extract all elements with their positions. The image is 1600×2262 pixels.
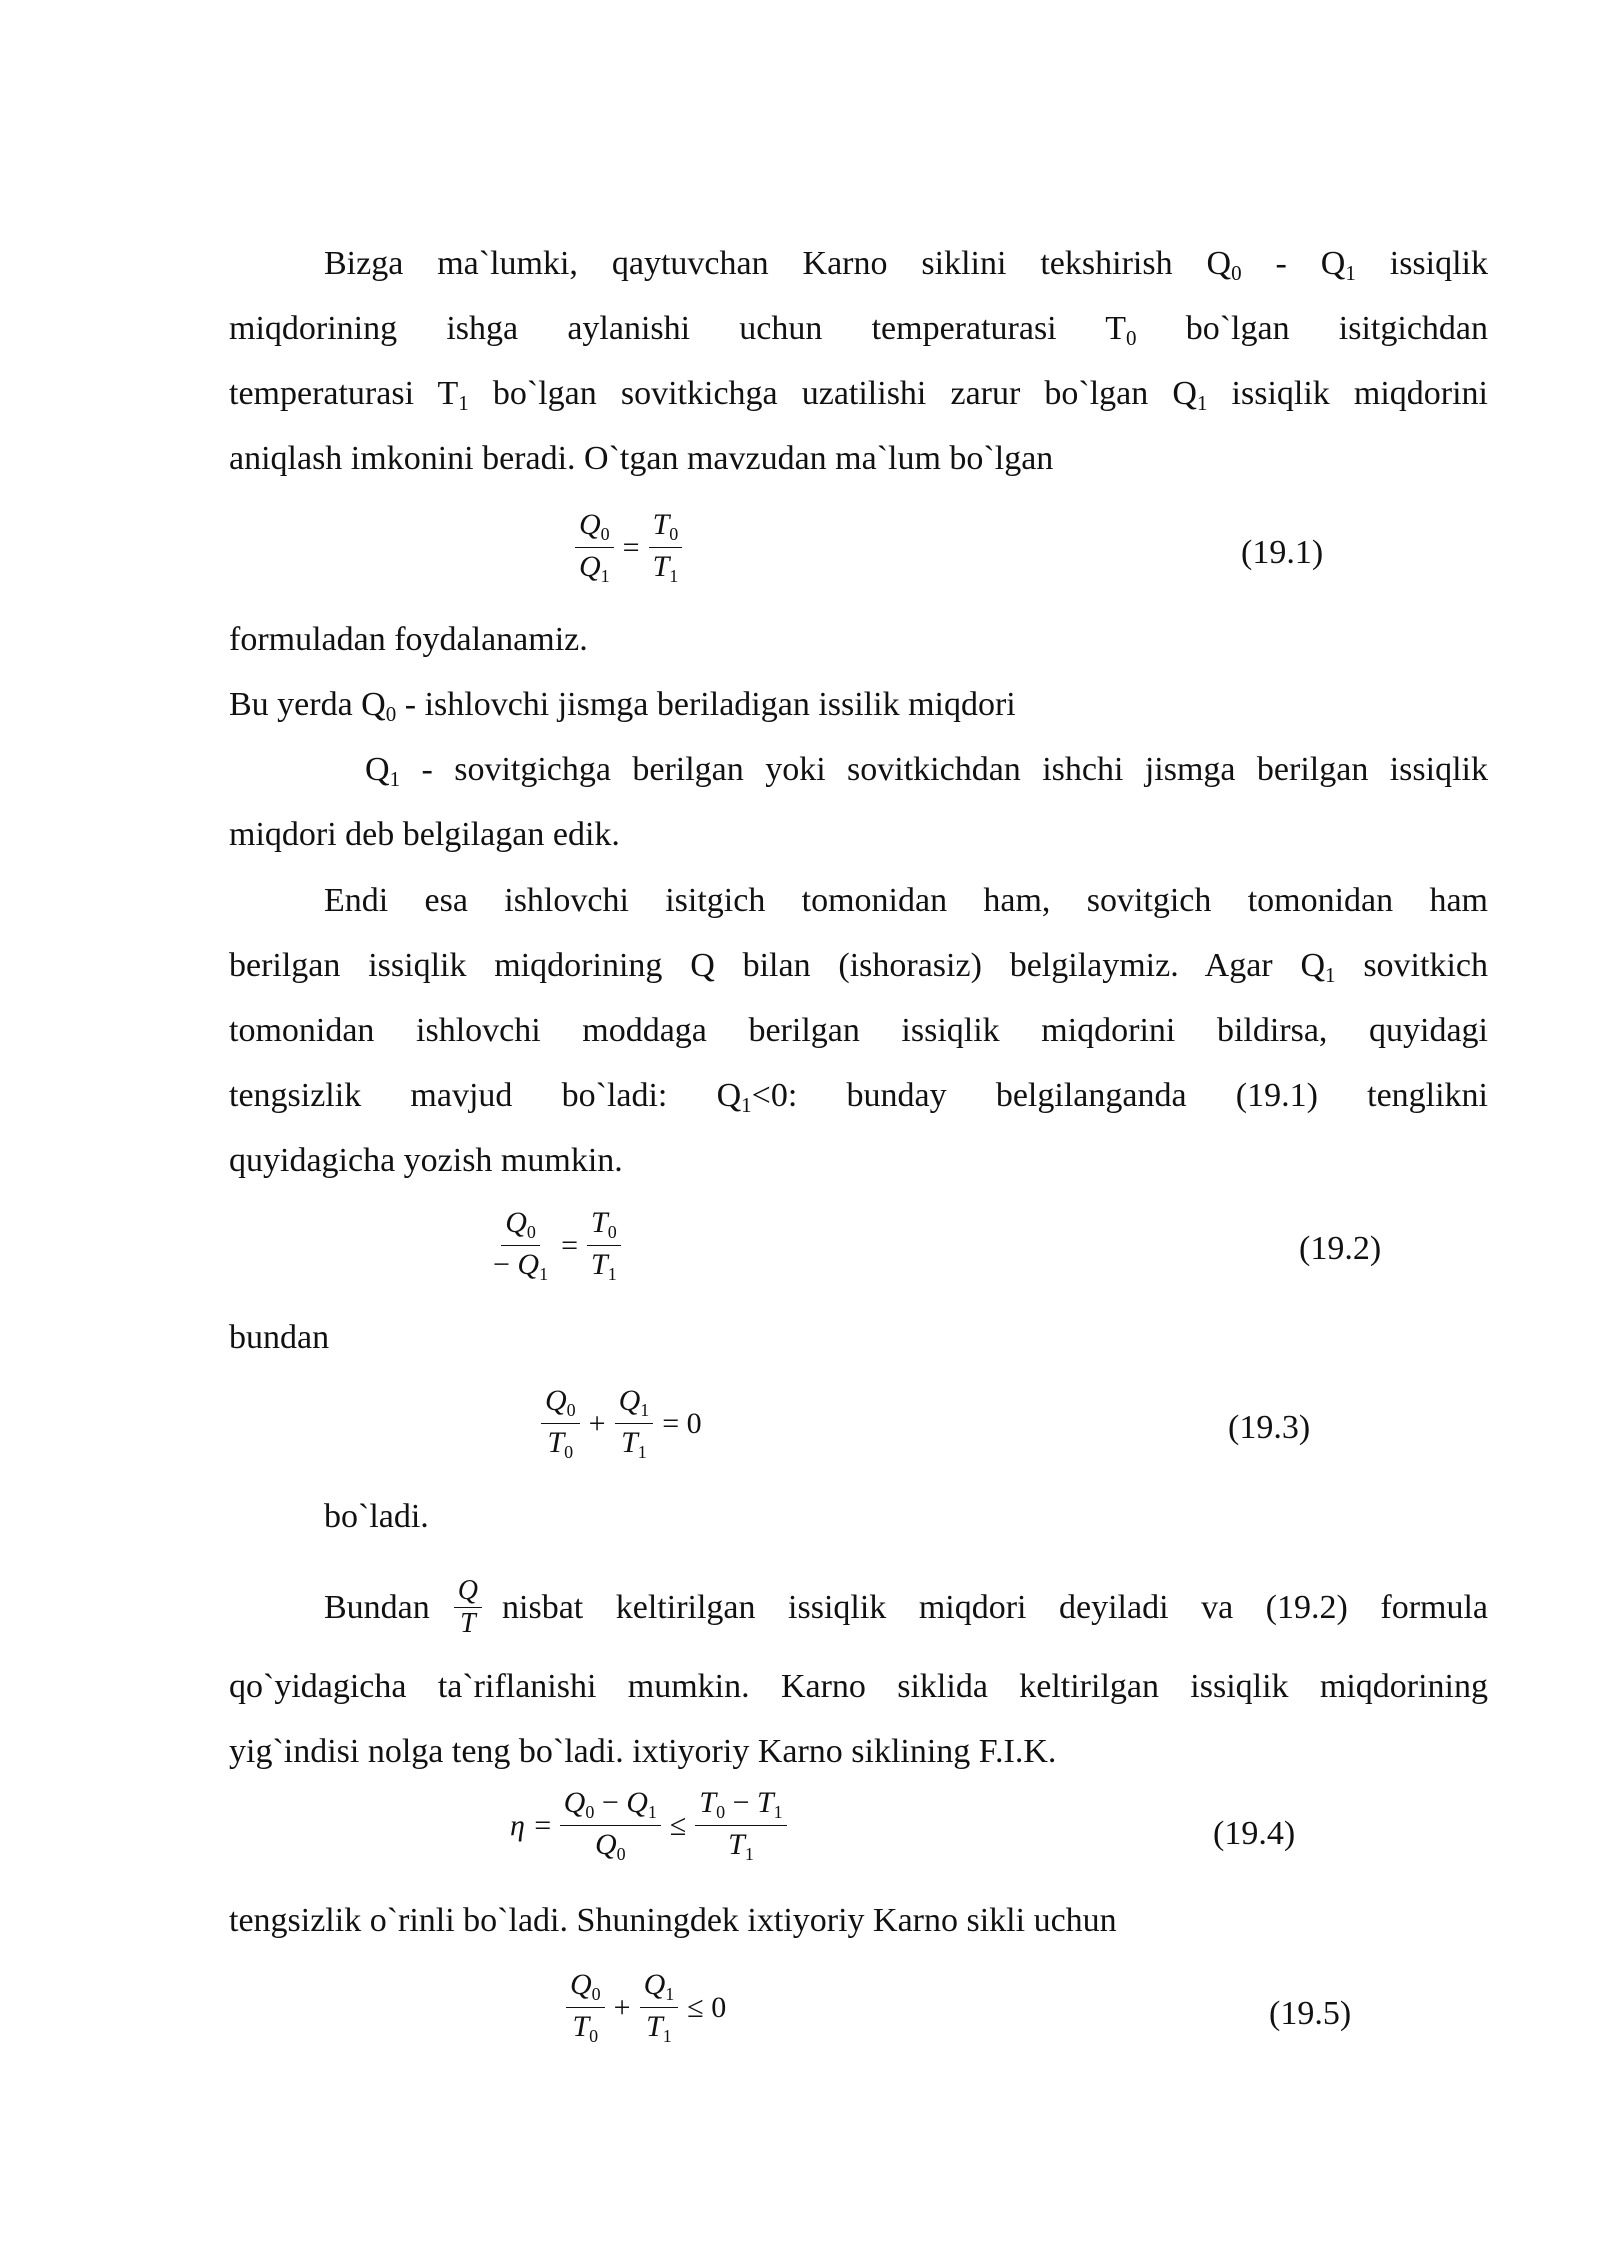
text: - Q <box>1241 245 1346 282</box>
text-boladi: bo`ladi. <box>324 1498 429 1535</box>
text: Bizga ma`lumki, qaytuvchan Karno siklini tekshirish Q <box>324 245 1232 282</box>
paragraph-2-line-4: tengsizlik mavjud bo`ladi: Q1<0: bunday belgilanganda (19.1) tenglikni <box>229 1077 1488 1117</box>
fraction: $\frac{Q_0}{- Q_1}$ <box>493 1206 549 1284</box>
text: bo`lgan sovitkichga uzatilishi zarur bo`lgan Q <box>468 375 1197 412</box>
text: issiqlik miqdorini <box>1207 375 1489 412</box>
equation-number-19-4: (19.4) <box>1213 1815 1296 1852</box>
text: Bundan <box>324 1588 430 1626</box>
equation-number-19-1: (19.1) <box>1241 534 1324 571</box>
equation-number-19-3: (19.3) <box>1228 1409 1311 1446</box>
operator: = <box>622 530 640 564</box>
operator: = <box>561 1228 579 1262</box>
fraction: $\frac{Q_0 - Q_1}{Q_0}$ <box>560 1786 661 1865</box>
fraction: $\frac{T_0}{T_1}$ <box>587 1206 621 1285</box>
text: issiqlik <box>1355 245 1488 282</box>
fraction: $\frac{T_0 - T_1}{T_1}$ <box>695 1786 786 1865</box>
equation-19-1 <box>572 508 685 587</box>
fraction: $\frac{Q_0}{T_0}$ <box>566 1968 605 2047</box>
definition-q1-line-2: miqdori deb belgilagan edik. <box>229 816 620 853</box>
equation-19-5 <box>563 1968 732 2047</box>
equation-number-19-2: (19.2) <box>1299 1230 1382 1267</box>
definition-q0: Bu yerda Q0 - ishlovchi jismga beriladigan issilik miqdori <box>229 686 1016 726</box>
subscript: 0 <box>1126 326 1137 350</box>
paragraph-2-line-5: quyidagicha yozish mumkin. <box>229 1142 623 1179</box>
fraction: $\frac{Q_1}{T_1}$ <box>640 1968 679 2047</box>
paragraph-2-line-2: berilgan issiqlik miqdorining Q bilan (ishorasiz) belgilaymiz. Agar Q1 sovitkich <box>229 947 1488 987</box>
paragraph-1-line-4: aniqlash imkonini beradi. O`tgan mavzudan ma`lum bo`lgan <box>229 440 1054 477</box>
subscript: 1 <box>1345 261 1356 285</box>
paragraph-2-line-1: Endi esa ishlovchi isitgich tomonidan ham, sovitgich tomonidan ham <box>324 882 1488 919</box>
equation-number-19-5: (19.5) <box>1269 1995 1352 2032</box>
paragraph-1-line-1 <box>324 244 1488 287</box>
text-after-19-4: tengsizlik o`rinli bo`ladi. Shuningdek ixtiyoriy Karno sikli uchun <box>229 1902 1117 1939</box>
paragraph-3-line-3: yig`indisi nolga teng bo`ladi. ixtiyoriy Karno siklining F.I.K. <box>229 1733 1057 1770</box>
subscript: 0 <box>1231 261 1242 285</box>
equation-19-3 <box>538 1384 708 1463</box>
paragraph-1-line-2 <box>229 309 1488 352</box>
paragraph-1-line-3 <box>229 374 1488 417</box>
operator: ≤ <box>669 1808 687 1842</box>
equation-19-4 <box>510 1786 790 1865</box>
inline-fraction-q-over-t: $\frac{Q}{T}$ <box>454 1577 482 1638</box>
text: temperaturasi T <box>229 375 459 412</box>
paragraph-2-line-3: tomonidan ishlovchi moddaga berilgan issiqlik miqdorini bildirsa, quyidagi <box>229 1012 1488 1049</box>
paragraph-3-line-2: qo`yidagicha ta`riflanishi mumkin. Karno siklida keltirilgan issiqlik miqdorining <box>229 1668 1488 1705</box>
subscript: 1 <box>1196 391 1208 415</box>
relation: = 0 <box>662 1406 702 1440</box>
text-bundan: bundan <box>229 1319 330 1356</box>
fraction: $\frac{T_0}{T_1}$ <box>649 508 683 587</box>
equation-19-2 <box>486 1206 624 1285</box>
operator: + <box>588 1406 606 1440</box>
text-after-19-1: formuladan foydalanamiz. <box>229 621 588 658</box>
text: miqdorining ishga aylanishi uchun temperaturasi T <box>229 310 1126 347</box>
paragraph-3-line-1 <box>324 1577 1488 1638</box>
fraction: $\frac{Q_0}{T_0}$ <box>541 1384 580 1463</box>
fraction: $\frac{Q_1}{T_1}$ <box>615 1384 654 1463</box>
text: nisbat keltirilgan issiqlik miqdori deyiladi va (19.2) formula <box>502 1588 1488 1626</box>
text: bo`lgan isitgichdan <box>1136 310 1488 347</box>
operator: + <box>613 1990 631 2024</box>
definition-q1-line-1: Q1 - sovitgichga berilgan yoki sovitkichdan ishchi jismga berilgan issiqlik <box>365 751 1488 791</box>
eta-lhs: η = <box>510 1808 553 1842</box>
fraction: $\frac{Q_0}{Q_1}$ <box>575 508 614 587</box>
subscript: 1 <box>458 391 469 415</box>
relation: ≤ 0 <box>687 1990 727 2024</box>
